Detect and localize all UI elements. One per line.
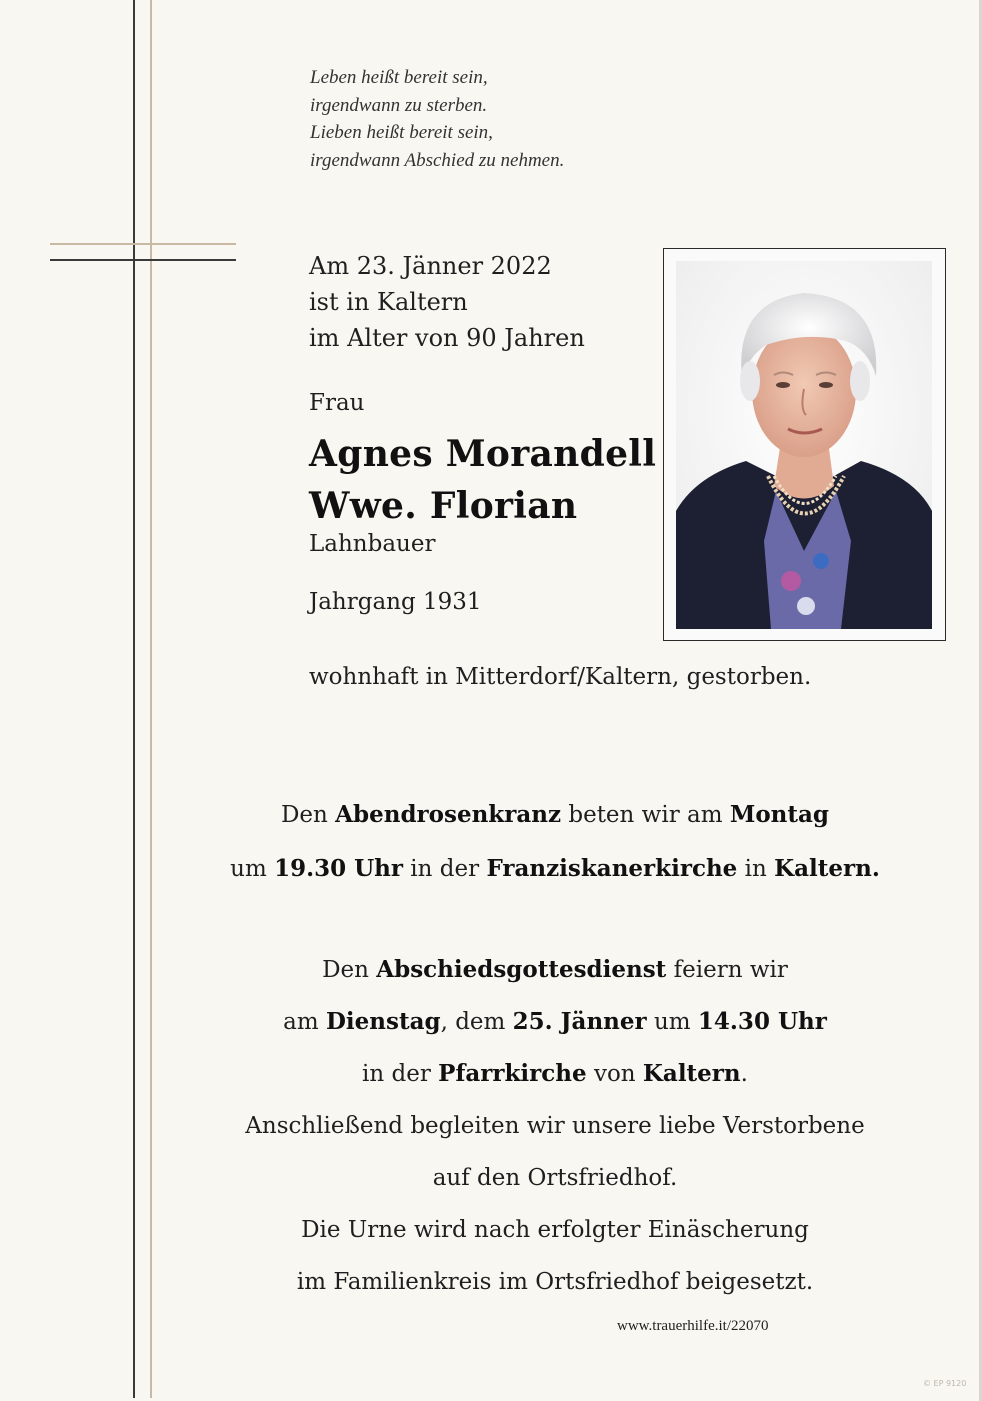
event-day: Montag bbox=[729, 801, 829, 828]
text: in bbox=[737, 856, 775, 882]
name-line: Agnes Morandell bbox=[309, 433, 657, 475]
event-name: Abschiedsgottesdienst bbox=[376, 956, 667, 983]
death-announcement bbox=[309, 248, 585, 356]
text: von bbox=[586, 1061, 643, 1087]
funeral-mass-notice bbox=[160, 944, 950, 1308]
quote-line: Lieben heißt bereit sein, bbox=[310, 122, 493, 143]
mass-line-3 bbox=[160, 1048, 950, 1100]
text: um bbox=[646, 1009, 698, 1035]
event-day: Dienstag bbox=[325, 1008, 441, 1035]
mass-line-6: Die Urne wird nach erfolgter Einäscherung bbox=[301, 1217, 809, 1243]
cross-vertical-bar bbox=[133, 0, 135, 1398]
text: Den bbox=[322, 957, 377, 983]
quote-line: irgendwann zu sterben. bbox=[310, 94, 488, 116]
event-place: Kaltern bbox=[642, 1060, 741, 1087]
portrait-photo bbox=[676, 261, 932, 629]
text: feiern wir bbox=[666, 957, 788, 983]
mass-line-2 bbox=[160, 996, 950, 1048]
text: Den bbox=[280, 802, 336, 828]
event-church: Pfarrkirche bbox=[438, 1060, 587, 1087]
text: in der bbox=[362, 1061, 439, 1087]
intro-line: im Alter von 90 Jahren bbox=[309, 324, 585, 352]
portrait-frame bbox=[663, 248, 946, 641]
text: . bbox=[740, 1061, 748, 1087]
website-link[interactable]: www.trauerhilfe.it/22070 bbox=[617, 1318, 769, 1334]
name-line: Wwe. Florian bbox=[309, 485, 578, 527]
event-time: 14.30 Uhr bbox=[697, 1008, 827, 1035]
rosary-line-2 bbox=[160, 842, 950, 896]
deceased-name bbox=[309, 428, 656, 532]
intro-line: ist in Kaltern bbox=[309, 288, 468, 316]
text: um bbox=[230, 856, 275, 882]
event-place: Kaltern. bbox=[774, 855, 880, 882]
text: , dem bbox=[440, 1009, 513, 1035]
event-church: Franziskanerkirche bbox=[486, 855, 738, 882]
cross-horizontal-shadow bbox=[50, 243, 236, 245]
cross-vertical-shadow bbox=[150, 0, 152, 1398]
house-name: Lahnbauer bbox=[309, 531, 436, 557]
text: in der bbox=[403, 856, 487, 882]
event-name: Abendrosenkranz bbox=[335, 801, 562, 828]
event-time: 19.30 Uhr bbox=[274, 855, 403, 882]
residence-line: wohnhaft in Mitterdorf/Kaltern, gestorben. bbox=[309, 664, 812, 690]
mass-line-5: auf den Ortsfriedhof. bbox=[432, 1165, 678, 1191]
birth-year: Jahrgang 1931 bbox=[309, 589, 482, 615]
intro-line: Am 23. Jänner 2022 bbox=[309, 252, 552, 280]
quote-line: Leben heißt bereit sein, bbox=[310, 67, 488, 88]
mass-line-7: im Familienkreis im Ortsfriedhof beigesetzt. bbox=[296, 1269, 814, 1295]
memorial-quote bbox=[310, 64, 564, 174]
text: am bbox=[283, 1009, 326, 1035]
event-date: 25. Jänner bbox=[512, 1008, 647, 1035]
cross-horizontal-bar bbox=[50, 259, 236, 261]
text: beten wir am bbox=[561, 802, 730, 828]
mass-line-1 bbox=[160, 944, 950, 996]
rosary-notice bbox=[160, 788, 950, 896]
rosary-line-1 bbox=[160, 788, 950, 842]
print-code: © EP 9120 bbox=[923, 1379, 967, 1388]
mass-line-4: Anschließend begleiten wir unsere liebe Verstorbene bbox=[245, 1113, 865, 1139]
quote-line: irgendwann Abschied zu nehmen. bbox=[310, 149, 565, 171]
salutation: Frau bbox=[309, 390, 365, 416]
